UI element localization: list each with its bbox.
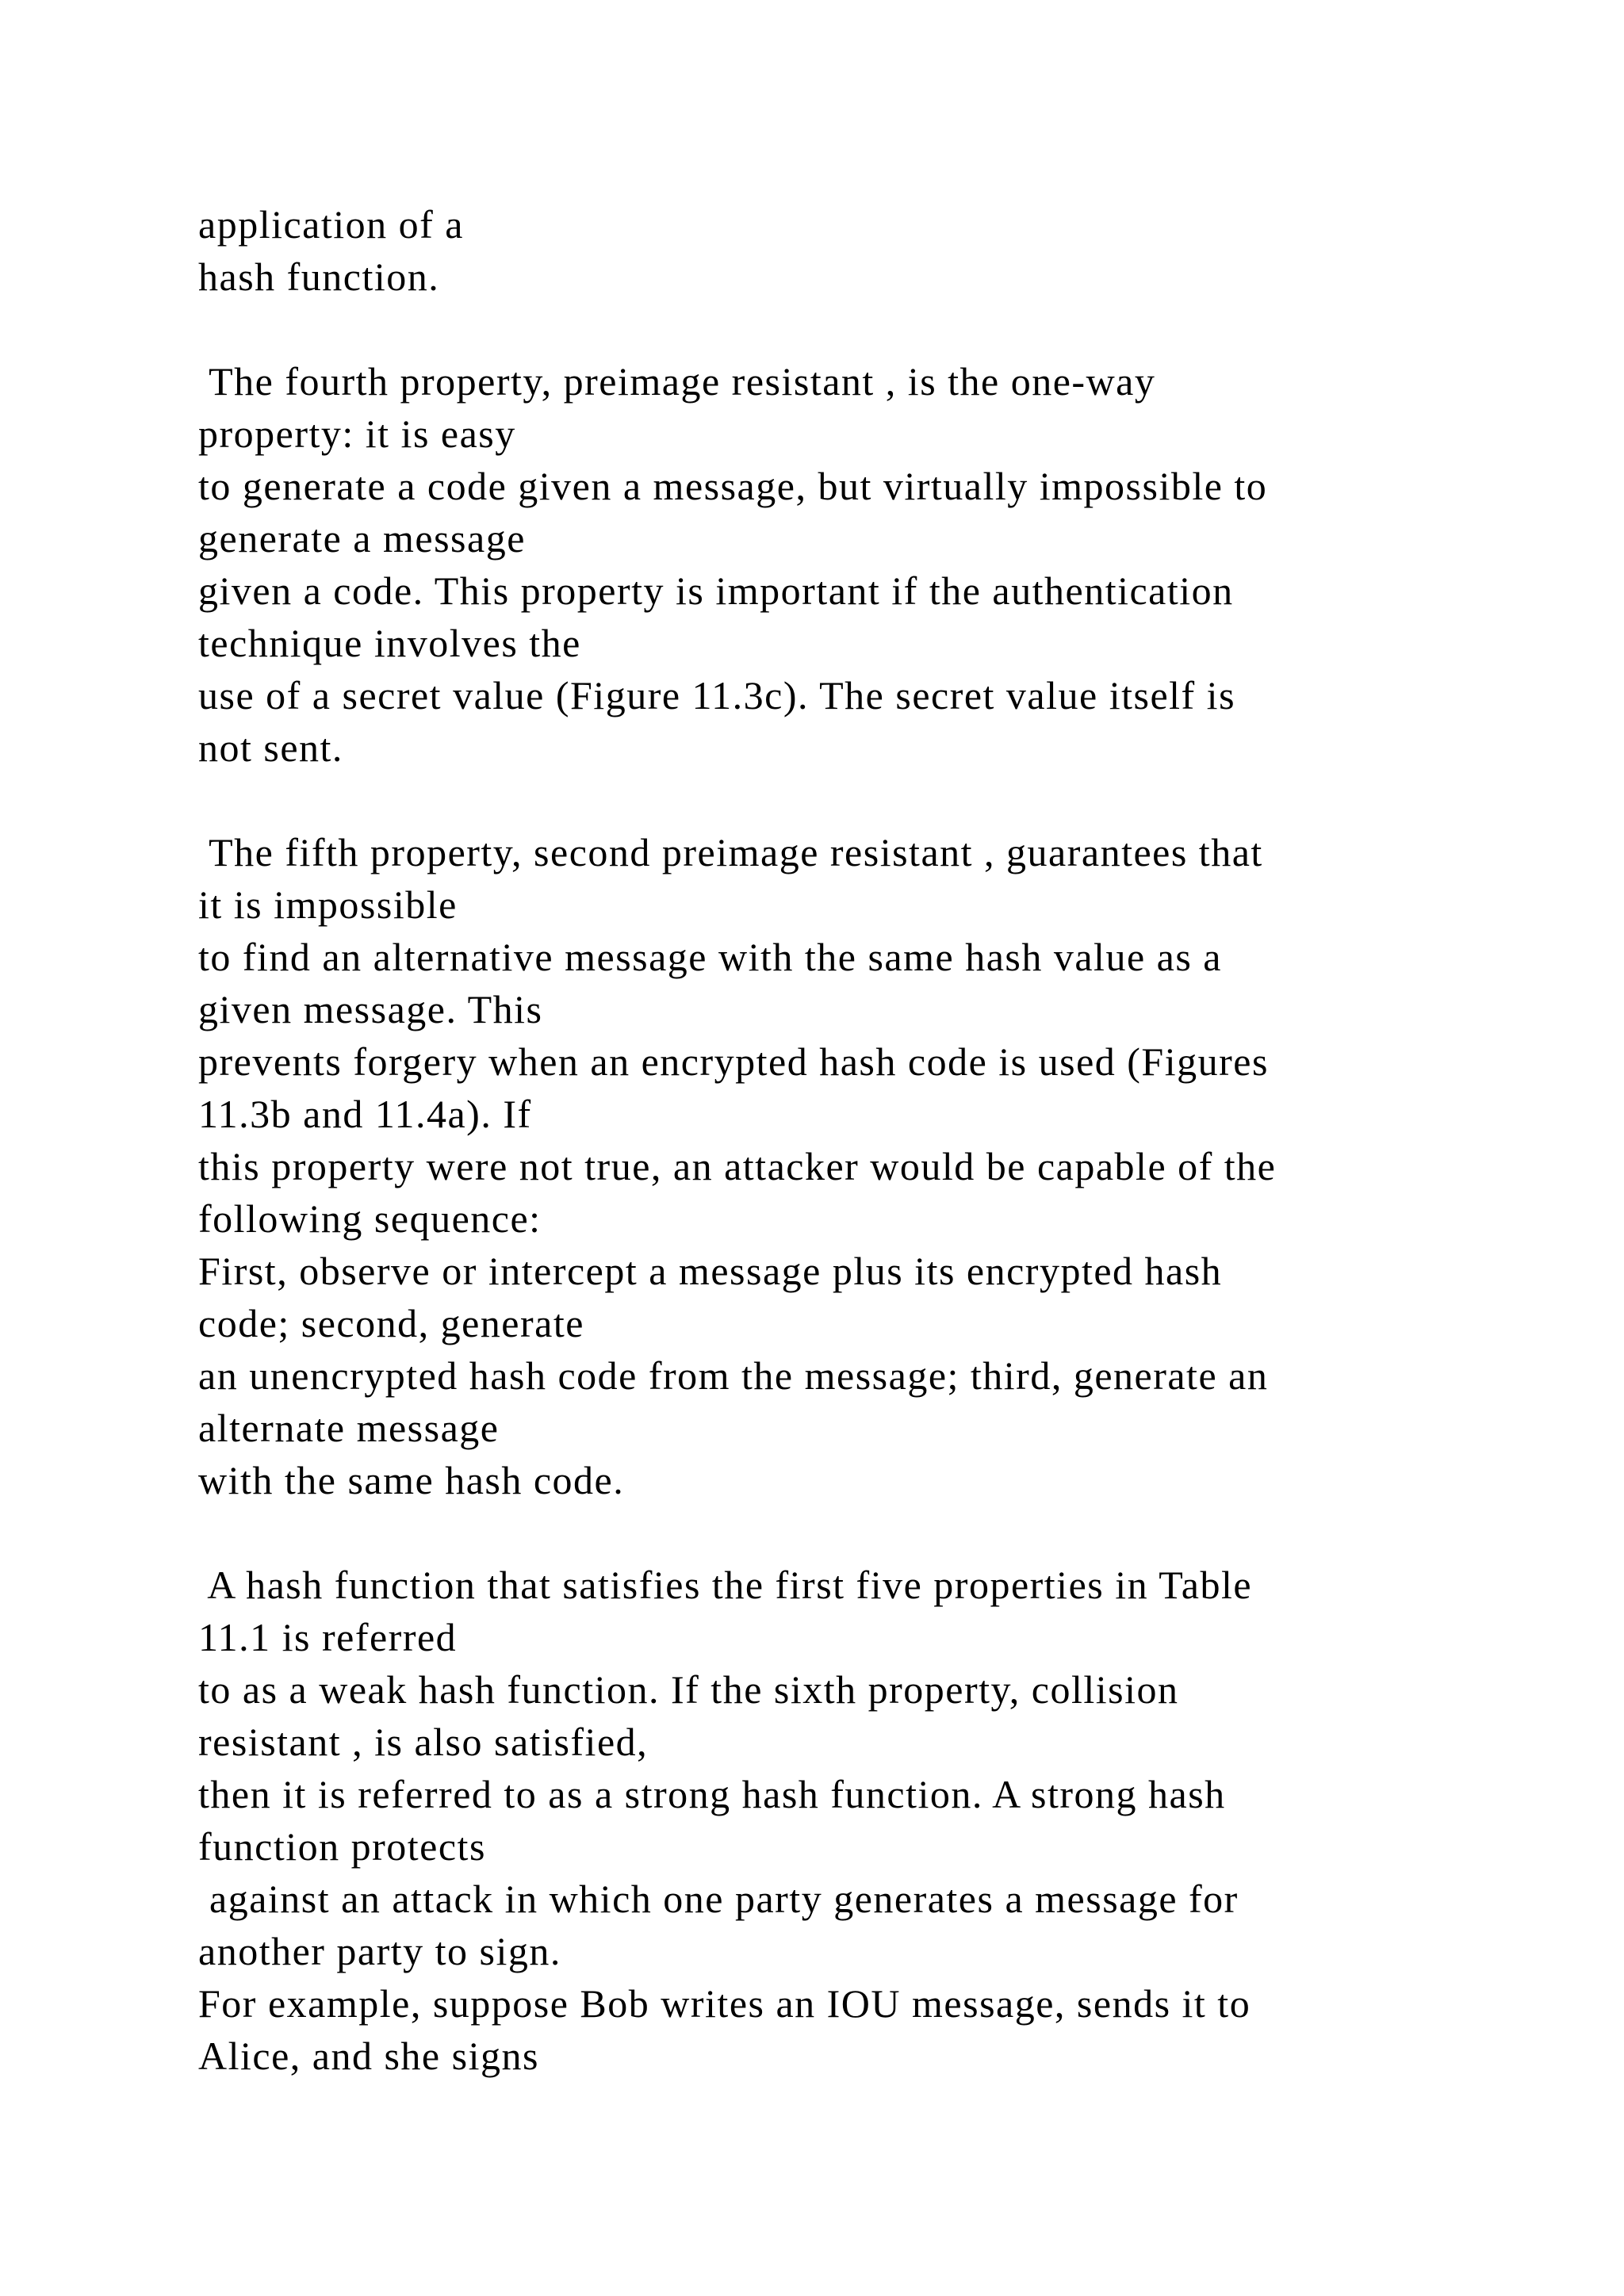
text-line: use of a secret value (Figure 11.3c). The secret value itself is: [198, 673, 1236, 718]
text-line: The fifth property, second preimage resistant , guarantees that: [198, 830, 1263, 874]
text-line: alternate message: [198, 1406, 500, 1450]
text-line: hash function.: [198, 254, 440, 299]
text-line: against an attack in which one party generates a message for: [198, 1877, 1239, 1921]
paragraph-break: [198, 303, 1467, 355]
paragraph-break: [198, 774, 1467, 826]
text-line: it is impossible: [198, 882, 458, 927]
text-line: to generate a code given a message, but virtually impossible to: [198, 464, 1268, 508]
text-line: property: it is easy: [198, 411, 516, 456]
text-line: For example, suppose Bob writes an IOU message, sends it to: [198, 1981, 1251, 2026]
text-line: A hash function that satisfies the first five properties in Table: [198, 1563, 1253, 1607]
text-line: following sequence:: [198, 1196, 542, 1241]
text-line: generate a message: [198, 516, 526, 561]
text-line: given a code. This property is important if the authentication: [198, 568, 1234, 613]
text-line: resistant , is also satisfied,: [198, 1720, 649, 1764]
text-line: The fourth property, preimage resistant , is the one-way: [198, 359, 1156, 404]
text-line: code; second, generate: [198, 1301, 584, 1345]
text-line: given message. This: [198, 987, 543, 1031]
text-line: with the same hash code.: [198, 1458, 625, 1502]
text-line: 11.3b and 11.4a). If: [198, 1092, 532, 1136]
text-line: another party to sign.: [198, 1929, 561, 1973]
text-line: application of a: [198, 202, 464, 247]
text-line: Alice, and she signs: [198, 2034, 539, 2078]
text-line: an unencrypted hash code from the message; third, generate an: [198, 1353, 1269, 1398]
text-line: to as a weak hash function. If the sixth property, collision: [198, 1667, 1179, 1712]
paragraph-break: [198, 1506, 1467, 1559]
text-line: to find an alternative message with the same hash value as a: [198, 935, 1222, 979]
document-body: [198, 198, 1467, 2082]
text-line: not sent.: [198, 725, 343, 770]
text-line: technique involves the: [198, 621, 581, 665]
text-line: this property were not true, an attacker would be capable of the: [198, 1144, 1277, 1188]
text-line: then it is referred to as a strong hash function. A strong hash: [198, 1772, 1226, 1816]
text-line: First, observe or intercept a message plus its encrypted hash: [198, 1249, 1223, 1293]
text-line: 11.1 is referred: [198, 1615, 458, 1659]
text-line: prevents forgery when an encrypted hash code is used (Figures: [198, 1039, 1269, 1084]
text-line: function protects: [198, 1824, 486, 1869]
